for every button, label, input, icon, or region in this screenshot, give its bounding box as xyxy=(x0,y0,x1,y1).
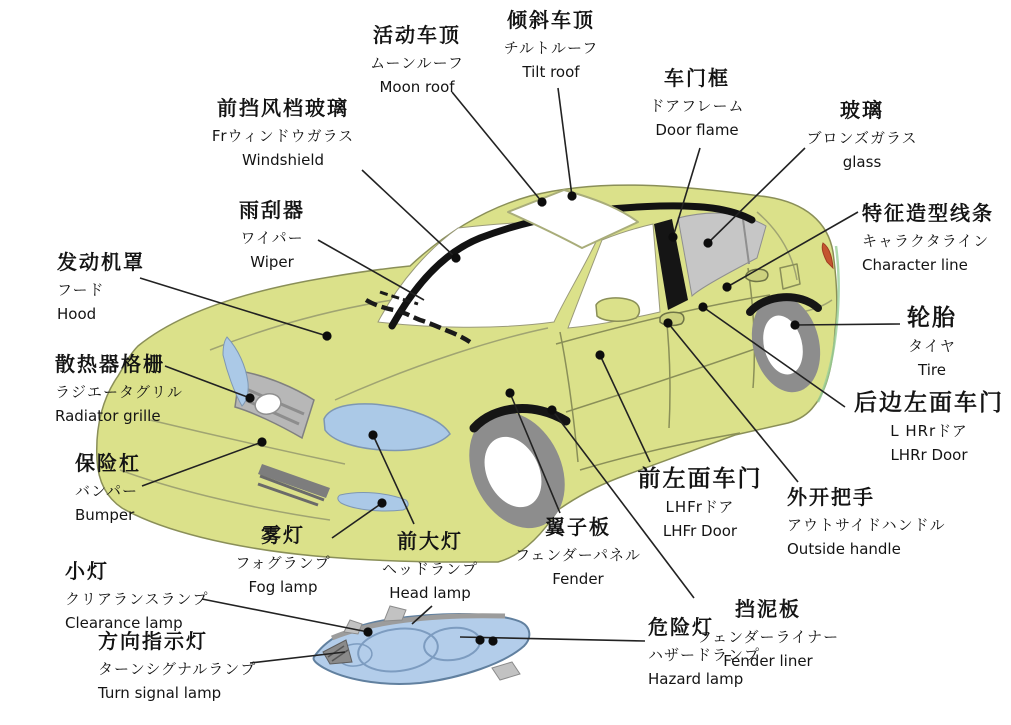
dot-hood xyxy=(322,331,331,340)
label-outside-handle-ja: アウトサイドハンドル xyxy=(787,516,946,534)
label-windshield-ja: Frウィンドウガラス xyxy=(211,127,355,145)
dot-door-frame xyxy=(668,232,677,241)
dot-fender-liner xyxy=(547,405,556,414)
leader-moon-roof xyxy=(452,92,542,202)
headlamp-mount-tab-1 xyxy=(384,606,406,621)
dot-character-line xyxy=(722,282,731,291)
label-character-line xyxy=(862,200,994,276)
label-fender-en: Fender xyxy=(552,570,604,588)
leader-windshield xyxy=(362,170,456,258)
label-glass xyxy=(806,97,917,173)
label-wiper-en: Wiper xyxy=(250,253,294,271)
dot-rear-left-door xyxy=(698,302,707,311)
leader-tire xyxy=(795,324,900,325)
label-wiper-ja: ワイパー xyxy=(240,229,304,247)
label-fender-zh: 翼子板 xyxy=(545,515,611,539)
headlamp-detail-illustration xyxy=(314,606,530,684)
label-hazard-lamp-zh: 危险灯 xyxy=(648,615,714,639)
label-tire xyxy=(907,305,957,381)
headlamp-mount-tab-3 xyxy=(492,662,520,680)
side-mirror xyxy=(596,298,639,321)
label-rear-left-door-ja: L HRrドア xyxy=(890,422,968,440)
label-moon-roof xyxy=(370,22,464,98)
label-door-frame xyxy=(650,65,745,141)
dot-head-lamp xyxy=(368,430,377,439)
label-fog-lamp xyxy=(235,522,330,598)
label-turn-signal-ja: ターンシグナルランプ xyxy=(98,660,257,678)
label-head-lamp xyxy=(382,528,478,604)
dot-windshield xyxy=(451,253,460,262)
label-glass-zh: 玻璃 xyxy=(839,98,884,122)
label-clearance-lamp-ja: クリアランスランプ xyxy=(65,590,209,608)
label-hazard-lamp xyxy=(648,614,760,690)
dot-fog-lamp xyxy=(377,498,386,507)
dot-fender xyxy=(505,388,514,397)
label-bumper xyxy=(75,450,141,526)
label-hood-zh: 发动机罩 xyxy=(57,250,145,274)
rear-door-handle xyxy=(746,269,768,281)
label-fog-lamp-en: Fog lamp xyxy=(248,578,318,596)
label-hood xyxy=(57,249,145,325)
dot-glass xyxy=(703,238,712,247)
label-head-lamp-en: Head lamp xyxy=(389,584,471,602)
dot-bumper xyxy=(257,437,266,446)
label-hood-en: Hood xyxy=(57,305,97,323)
label-wiper-zh: 雨刮器 xyxy=(239,198,305,222)
label-tire-en: Tire xyxy=(918,361,946,379)
label-door-frame-zh: 车门框 xyxy=(663,66,730,90)
label-hood-ja: フード xyxy=(57,281,105,299)
label-rear-left-door-en: LHRr Door xyxy=(890,446,968,464)
label-glass-ja: ブロンズガラス xyxy=(806,129,918,147)
label-tire-zh: 轮胎 xyxy=(907,305,957,331)
label-radiator-grille-ja: ラジエータグリル xyxy=(55,383,184,401)
label-character-line-en: Character line xyxy=(862,256,968,274)
label-tire-ja: タイヤ xyxy=(908,337,956,355)
label-windshield xyxy=(212,95,354,171)
label-outside-handle-zh: 外开把手 xyxy=(787,485,875,509)
label-fender-ja: フェンダーパネル xyxy=(515,546,641,564)
label-front-left-door-zh: 前左面车门 xyxy=(637,466,763,492)
label-bumper-ja: バンパー xyxy=(75,482,138,500)
dot-tire xyxy=(790,320,799,329)
label-rear-left-door xyxy=(854,390,1004,466)
label-front-left-door-en: LHFr Door xyxy=(662,522,738,540)
label-turn-signal xyxy=(98,628,256,704)
label-clearance-lamp-en: Clearance lamp xyxy=(65,614,183,632)
label-hazard-lamp-ja: ハザードランプ xyxy=(648,646,761,664)
label-front-left-door-ja: LHFrドア xyxy=(665,498,735,516)
label-radiator-grille-en: Radiator grille xyxy=(55,407,161,425)
dot-radiator-grille xyxy=(245,393,254,402)
label-tilt-roof-en: Tilt roof xyxy=(522,63,580,81)
label-bumper-zh: 保险杠 xyxy=(75,451,141,475)
label-turn-signal-zh: 方向指示灯 xyxy=(98,629,208,653)
label-turn-signal-en: Turn signal lamp xyxy=(98,684,222,702)
label-glass-en: glass xyxy=(842,153,882,171)
dot-tilt-roof xyxy=(567,191,576,200)
label-radiator-grille xyxy=(55,351,183,427)
label-head-lamp-zh: 前大灯 xyxy=(396,529,463,553)
leader-tilt-roof xyxy=(558,88,572,196)
label-moon-roof-zh: 活动车顶 xyxy=(372,23,461,47)
label-hazard-lamp-en: Hazard lamp xyxy=(648,670,744,688)
label-radiator-grille-zh: 散热器格栅 xyxy=(55,352,165,376)
label-character-line-ja: キャラクタライン xyxy=(862,232,990,250)
label-outside-handle xyxy=(787,484,946,560)
dot-hazard-lamp-1 xyxy=(475,635,484,644)
label-head-lamp-ja: ヘッドランプ xyxy=(381,560,479,578)
dot-outside-handle xyxy=(663,318,672,327)
label-fender xyxy=(515,514,641,590)
label-tilt-roof-ja: チルトルーフ xyxy=(503,39,599,57)
label-bumper-en: Bumper xyxy=(75,506,135,524)
label-clearance-lamp xyxy=(65,558,209,634)
label-character-line-zh: 特征造型线条 xyxy=(862,201,994,225)
dot-clearance-lamp xyxy=(363,627,372,636)
label-fender-liner-zh: 挡泥板 xyxy=(734,597,801,621)
label-windshield-zh: 前挡风档玻璃 xyxy=(216,96,349,120)
label-outside-handle-en: Outside handle xyxy=(787,540,901,558)
label-tilt-roof xyxy=(504,7,599,83)
label-door-frame-ja: ドアフレーム xyxy=(649,97,745,115)
label-door-frame-en: Door flame xyxy=(655,121,739,139)
label-wiper xyxy=(239,197,305,273)
label-front-left-door xyxy=(638,466,763,542)
label-moon-roof-ja: ムーンルーフ xyxy=(370,54,464,72)
label-windshield-en: Windshield xyxy=(241,151,325,169)
dot-moon-roof xyxy=(537,197,546,206)
label-rear-left-door-zh: 后边左面车门 xyxy=(854,390,1004,416)
label-fog-lamp-zh: 雾灯 xyxy=(260,523,305,547)
label-tilt-roof-zh: 倾斜车顶 xyxy=(506,8,595,32)
label-fog-lamp-ja: フォグランプ xyxy=(235,554,331,572)
label-clearance-lamp-zh: 小灯 xyxy=(65,559,109,583)
label-moon-roof-en: Moon roof xyxy=(379,78,455,96)
dot-hazard-lamp-2 xyxy=(488,636,497,645)
dot-front-left-door xyxy=(595,350,604,359)
label-fender-liner-en: Fender liner xyxy=(723,652,813,670)
label-fender-liner-ja: フェンダーライナー xyxy=(696,628,840,646)
